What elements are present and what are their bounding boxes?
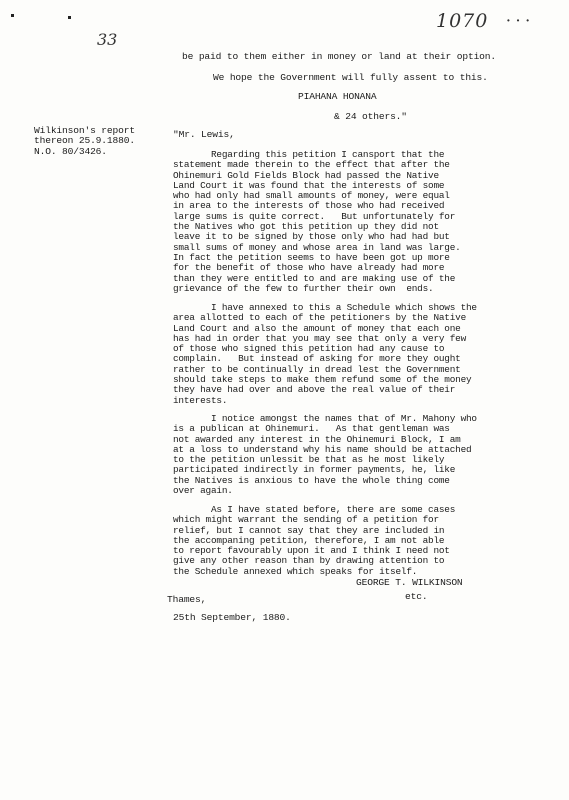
punch-mark-right — [68, 16, 71, 19]
text-line: small sums of money and whose area in land was large. — [173, 241, 461, 253]
text-line: has had in order that you may see that only a very few — [173, 332, 466, 344]
text-line: which might warrant the sending of a petition for — [173, 514, 439, 526]
text-line: As I have stated before, there are some cases — [173, 504, 456, 515]
text-line: to the petition unlessit be that as he most likely — [173, 454, 445, 466]
petition-signatory: PIAHANA HONANA — [298, 91, 377, 102]
text-line: not awarded any interest in the Ohinemuri Block, I am — [173, 433, 461, 445]
text-line: In fact the petition seems to have been got up more — [173, 251, 450, 263]
text-line: the Natives is anxious to have the whole thing come — [173, 474, 450, 486]
handwritten-folio-number: 1070 — [436, 10, 489, 32]
salutation: "Mr. Lewis, — [173, 129, 235, 140]
petition-others: & 24 others." — [334, 111, 407, 122]
closing-place: Thames, — [167, 594, 207, 605]
text-line: to report favourably upon it and I think I need not — [173, 545, 450, 557]
text-line: I notice amongst the names that of Mr. Mahony who — [173, 413, 477, 424]
text-line: leave it to be signed by those only who had had but — [173, 231, 450, 243]
text-line: area allotted to each of the petitioners by the Native — [173, 312, 466, 324]
text-line: grievance of the few to further their own ends. — [173, 282, 434, 294]
text-line: over again. — [173, 485, 233, 497]
text-line: the accompaning petition, therefore, I am not able — [173, 534, 445, 546]
margin-note-line: Wilkinson's report — [34, 125, 135, 136]
top-line-1: be paid to them either in money or land at their option. — [182, 51, 497, 62]
margin-note — [34, 126, 135, 157]
text-line: give any other reason than by drawing attention to — [173, 555, 445, 567]
text-line: they have had over and above the real value of their — [173, 384, 456, 396]
text-line: I have annexed to this a Schedule which shows the — [173, 302, 477, 313]
text-line: is a publican at Ohinemuri. As that gentleman was — [173, 423, 450, 435]
signature-etc: etc. — [405, 591, 428, 602]
text-line: than they were entitled to and are making use of the — [173, 272, 456, 284]
text-line: should take steps to make them refund some of the money — [173, 374, 472, 386]
closing-date: 25th September, 1880. — [173, 612, 291, 623]
text-line: of those who signed this petition had any cause to — [173, 343, 445, 355]
paragraph-3 — [173, 413, 477, 497]
text-line: the Schedule annexed which speaks for itself. — [173, 565, 418, 577]
text-line: Land Court it was found that the interests of some — [173, 179, 445, 191]
text-line: large sums is quite correct. But unfortunately for — [173, 210, 456, 222]
paragraph-2 — [173, 302, 477, 406]
text-line: rather to be continually in dread lest the Government — [173, 363, 461, 375]
text-line: for the benefit of those who have already had more — [173, 262, 445, 274]
text-line: participated indirectly in former payments, he, like — [173, 464, 456, 476]
handwritten-page-number: 33 — [97, 30, 118, 49]
text-line: in area to the interests of those who had received — [173, 200, 445, 212]
punch-mark-left — [11, 14, 14, 17]
text-line: Regarding this petition I cansport that the — [173, 149, 445, 160]
folio-dots: • • • — [506, 17, 531, 26]
paragraph-4 — [173, 505, 473, 577]
text-line: statement made therein to the effect that after the — [173, 159, 450, 171]
text-line: relief, but I cannot say that they are included in — [173, 524, 445, 536]
text-line: Ohinemuri Gold Fields Block had passed the Native — [173, 169, 439, 181]
text-line: Land Court and also the amount of money that each one — [173, 322, 461, 334]
paragraph-1 — [173, 150, 473, 294]
text-line: complain. But instead of asking for more they ought — [173, 353, 461, 365]
margin-note-line: thereon 25.9.1880. — [34, 135, 135, 147]
margin-note-line: N.O. 80/3426. — [34, 145, 107, 157]
signature-name: GEORGE T. WILKINSON — [356, 577, 463, 588]
text-line: interests. — [173, 394, 228, 406]
text-line: the Natives who got this petition up they did not — [173, 221, 439, 233]
text-line: at a loss to understand why his name should be attached — [173, 443, 472, 455]
text-line: who had only had small amounts of money, were equal — [173, 190, 450, 202]
top-line-2: We hope the Government will fully assent to this. — [213, 72, 488, 83]
